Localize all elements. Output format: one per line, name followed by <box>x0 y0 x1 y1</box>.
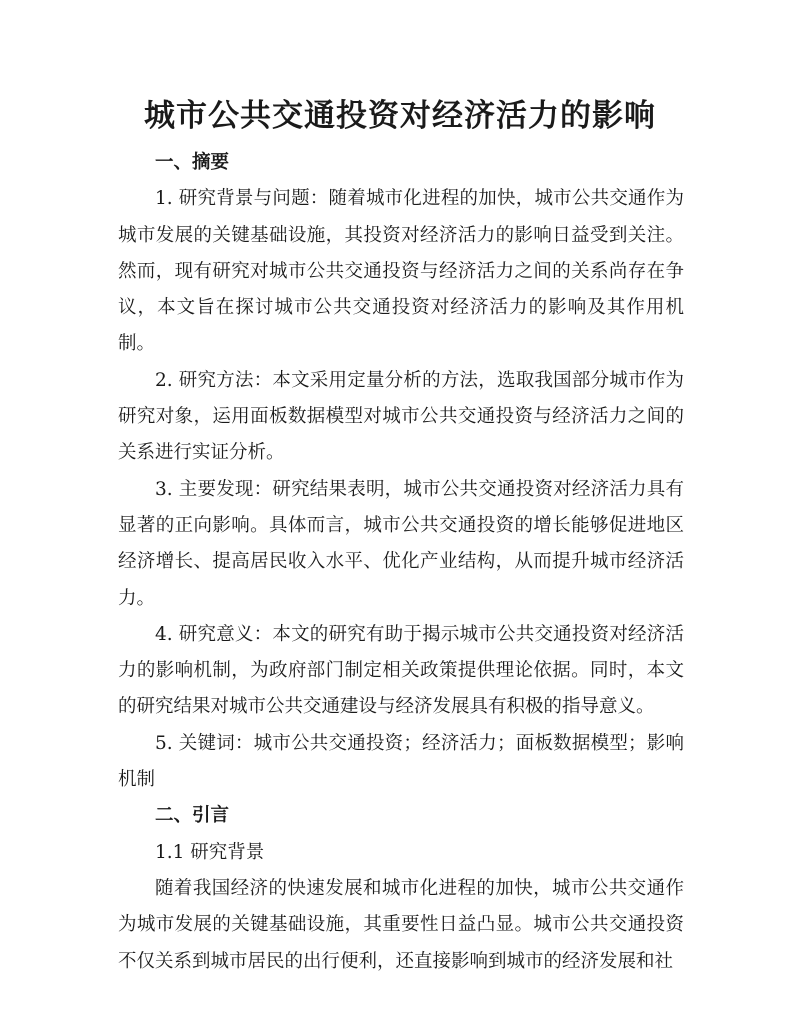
abstract-paragraph-keywords: 5. 关键词：城市公共交通投资；经济活力；面板数据模型；影响机制 <box>118 732 684 791</box>
section-heading-introduction: 二、引言 <box>155 805 230 827</box>
introduction-paragraph: 随着我国经济的快速发展和城市化进程的加快，城市公共交通作为城市发展的关键基础设施，其重要性日益凸显。城市公共交通投资不仅关系到城市居民的出行便利，还直接影响到城市的经济发展和社 <box>118 877 684 972</box>
abstract-paragraph-background: 1. 研究背景与问题：随着城市化进程的加快，城市公共交通作为城市发展的关键基础设施，其投资对经济活力的影响日益受到关注。然而，现有研究对城市公共交通投资与经济活力之间的关系尚存在争议，本文旨在探讨城市公共交通投资对经济活力的影响及其作用机制。 <box>118 188 684 355</box>
section-heading-abstract: 一、摘要 <box>155 152 230 173</box>
document-title: 城市公共交通投资对经济活力的影响 <box>144 98 656 134</box>
abstract-paragraph-findings: 3. 主要发现：研究结果表明，城市公共交通投资对经济活力具有显著的正向影响。具体而言，城市公共交通投资的增长能够促进地区经济增长、提高居民收入水平、优化产业结构，从而提升城市经济活力。 <box>118 478 684 609</box>
document-body <box>118 145 684 980</box>
abstract-paragraph-significance: 4. 研究意义：本文的研究有助于揭示城市公共交通投资对经济活力的影响机制，为政府部门制定相关政策提供理论依据。同时，本文的研究结果对城市公共交通建设与经济发展具有积极的指导意义。 <box>118 623 684 718</box>
subsection-heading-background: 1.1 研究背景 <box>155 841 265 863</box>
abstract-paragraph-method: 2. 研究方法：本文采用定量分析的方法，选取我国部分城市作为研究对象，运用面板数据模型对城市公共交通投资与经济活力之间的关系进行实证分析。 <box>118 369 684 464</box>
